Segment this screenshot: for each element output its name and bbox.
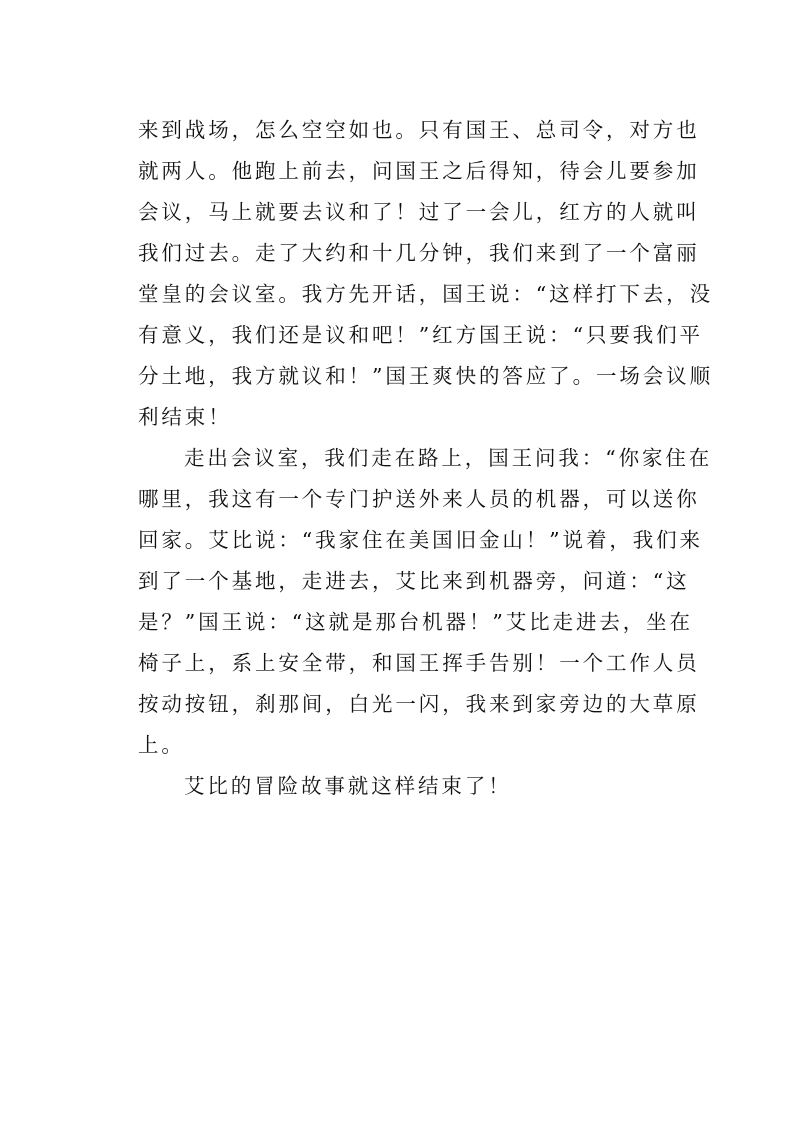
text-line: 是？”国王说：“这就是那台机器！”艾比走进去，坐在 <box>138 610 693 634</box>
text-line: 来到战场，怎么空空如也。只有国王、总司令，对方也 <box>138 118 700 142</box>
paragraph-start-line: 走出会议室，我们走在路上，国王问我：“你家住在 <box>184 446 713 470</box>
text-line: 利结束！ <box>138 405 232 429</box>
text-line: 会议，马上就要去议和了！过了一会儿，红方的人就叫 <box>138 200 700 224</box>
text-line: 分土地，我方就议和！”国王爽快的答应了。一场会议顺 <box>138 364 713 388</box>
paragraph-start-line: 艾比的冒险故事就这样结束了！ <box>184 774 512 798</box>
text-line: 到了一个基地，走进去，艾比来到机器旁，问道：“这 <box>138 569 690 593</box>
text-line: 堂皇的会议室。我方先开话，国王说：“这样打下去，没 <box>138 282 713 306</box>
text-line: 有意义，我们还是议和吧！”红方国王说：“只要我们平 <box>138 323 703 347</box>
text-line: 椅子上，系上安全带，和国王挥手告别！一个工作人员 <box>138 651 700 675</box>
text-line: 就两人。他跑上前去，问国王之后得知，待会儿要参加 <box>138 159 700 183</box>
story-text <box>138 110 713 807</box>
text-line: 按动按钮，刹那间，白光一闪，我来到家旁边的大草原 <box>138 692 700 716</box>
text-line: 我们过去。走了大约和十几分钟，我们来到了一个富丽 <box>138 241 700 265</box>
text-line: 回家。艾比说：“我家住在美国旧金山！”说着，我们来 <box>138 528 703 552</box>
text-line: 上。 <box>138 733 185 757</box>
text-line: 哪里，我这有一个专门护送外来人员的机器，可以送你 <box>138 487 700 511</box>
